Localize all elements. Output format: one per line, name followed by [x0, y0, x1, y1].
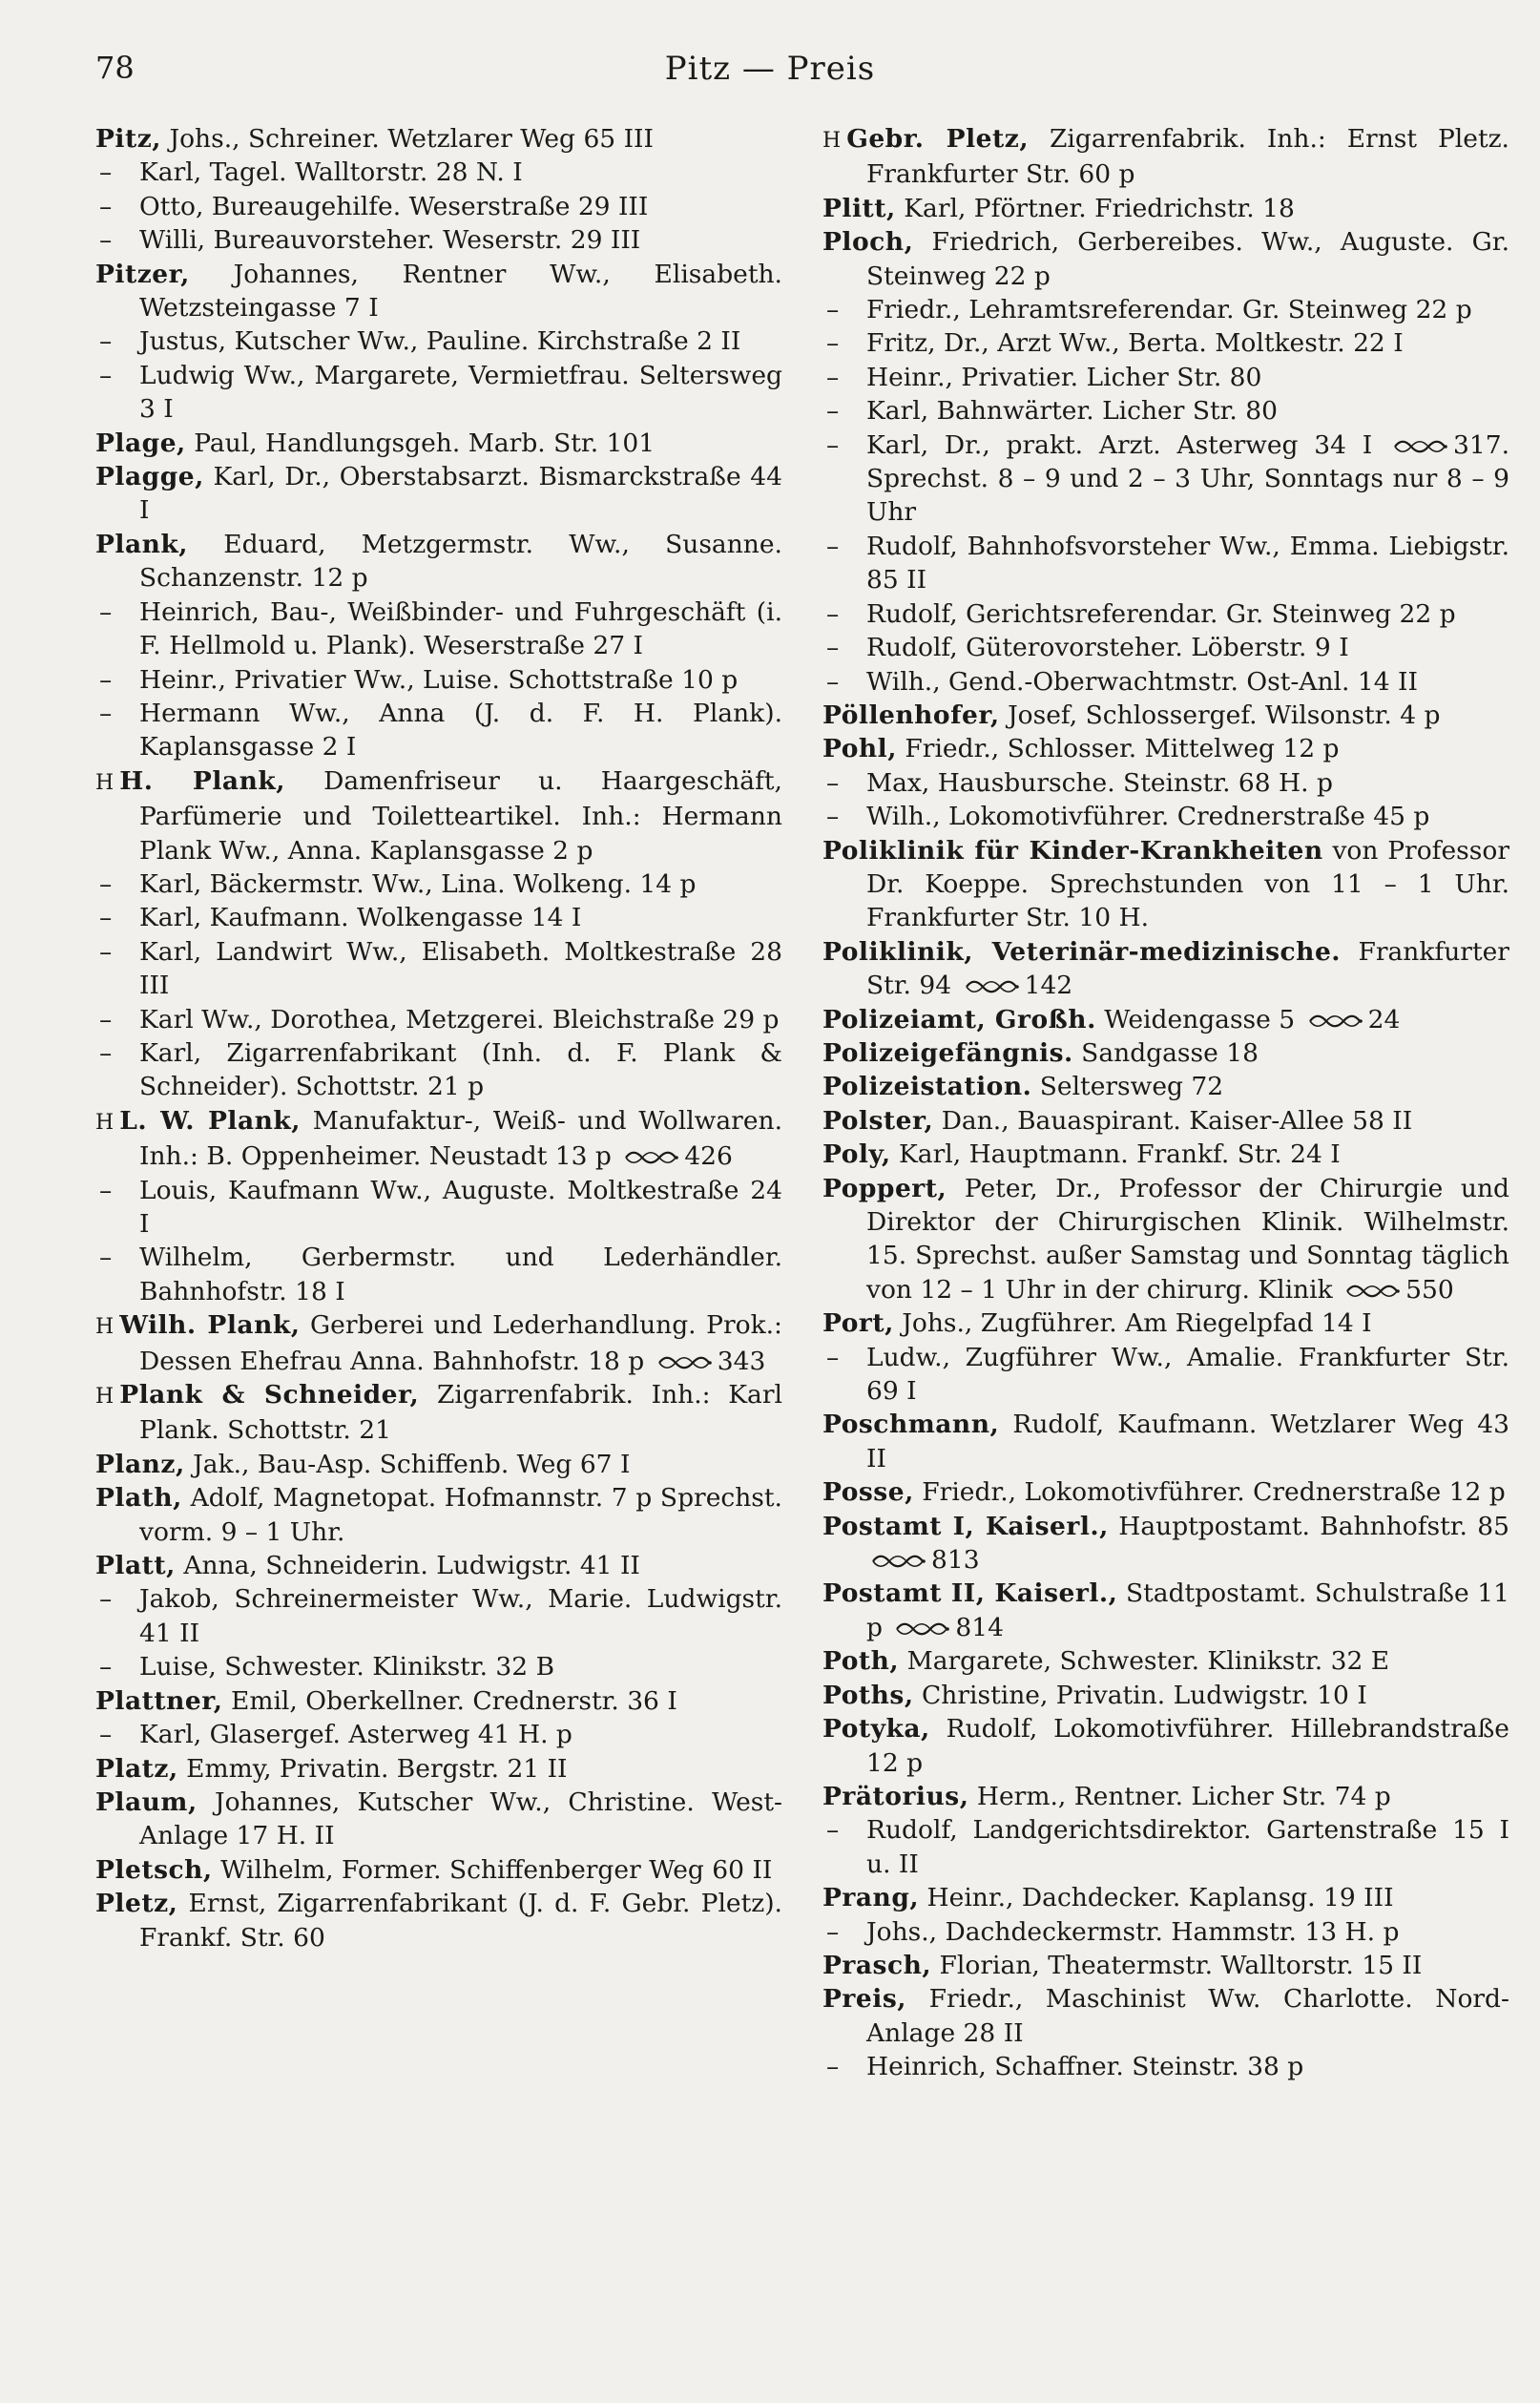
phone-number: 813 [931, 1545, 980, 1576]
entry-name: Poth, [822, 1646, 900, 1677]
repeat-dash: – [826, 666, 840, 697]
entry-name: Polizeiamt, Großh. [822, 1004, 1096, 1034]
entry-text: Karl, Dr., prakt. Arzt. Asterweg 34 I [866, 429, 1373, 460]
phone-number: 343 [717, 1346, 766, 1376]
repeat-dash: – [826, 2052, 840, 2082]
directory-entry [822, 699, 1509, 732]
entry-text: Johs., Schreiner. Wetzlarer Weg 65 III [169, 124, 654, 154]
entry-text: Rudolf, Kaufmann. Wetzlarer Weg 43 II [866, 1410, 1509, 1473]
entry-text: Rudolf, Güterovorsteher. Löberstr. 9 I [866, 633, 1349, 663]
repeat-dash: – [826, 531, 840, 561]
entry-text: Heinrich, Schaffner. Steinstr. 38 p [866, 2052, 1304, 2082]
repeat-dash: – [826, 633, 840, 663]
entry-name: Plagge, [95, 462, 204, 492]
directory-entry [822, 1510, 1509, 1578]
entry-text: Karl, Bäckermstr. Ww., Lina. Wolkeng. 14 p [139, 868, 697, 899]
entry-text: Frankfurter Str. 94 [866, 936, 1509, 1001]
telephone-icon [894, 1621, 949, 1637]
entry-name: Preis, [822, 1984, 906, 2015]
telephone-icon [1307, 1013, 1363, 1029]
directory-entry [95, 528, 782, 596]
entry-name: Gebr. Pletz, [846, 124, 1030, 154]
entry-text: Wilh., Lokomotivführer. Crednerstraße 45 p [866, 802, 1430, 832]
directory-entry [822, 935, 1509, 1003]
directory-entry [822, 394, 1509, 428]
entry-text: Hauptpostamt. Bahnhofstr. 85 [1118, 1511, 1509, 1541]
entry-name: Poschmann, [822, 1410, 1000, 1440]
entry-text: Karl, Glasergef. Asterweg 41 H. p [139, 1720, 572, 1750]
directory-entry [822, 428, 1509, 530]
directory-entry [822, 192, 1509, 225]
directory-entry [95, 1650, 782, 1683]
entry-name: Ploch, [822, 227, 914, 258]
repeat-dash: – [99, 1243, 113, 1273]
entry-name: Prasch, [822, 1950, 932, 1980]
entry-name: Poliklinik für Kinder-Krankheiten [822, 835, 1323, 866]
entry-text: Otto, Bureaugehilfe. Weserstraße 29 III [139, 191, 649, 221]
entry-text: Karl, Zigarrenfabrikant (Inh. d. F. Plank & Schneider). Schottstr. 21 p [139, 1037, 782, 1102]
directory-entry [822, 1982, 1509, 2050]
entry-text: Wilhelm, Gerbermstr. und Lederhändler. Bahnhofstr. 18 I [139, 1243, 782, 1306]
repeat-dash: – [99, 225, 113, 256]
directory-entry [822, 1644, 1509, 1678]
directory-entry [822, 1341, 1509, 1409]
directory-entry [95, 156, 782, 189]
entry-name: Plank, [95, 529, 189, 559]
directory-entry [822, 834, 1509, 935]
entry-name: Poppert, [822, 1173, 947, 1203]
repeat-dash: – [826, 767, 840, 798]
repeat-dash: – [826, 598, 840, 629]
entry-name: Pletsch, [95, 1854, 213, 1885]
entry-text: Ludw., Zugführer Ww., Amalie. Frankfurter Str. 69 I [866, 1342, 1509, 1407]
entry-name: Pöllenhofer, [822, 700, 1000, 730]
directory-entry [822, 2050, 1509, 2083]
directory-entry [95, 1104, 782, 1174]
telephone-icon [656, 1355, 712, 1370]
directory-entry [95, 935, 782, 1003]
entry-name: Port, [822, 1308, 894, 1339]
entry-text: Karl, Hauptmann. Frankf. Str. 24 I [898, 1139, 1341, 1170]
entry-text: Fritz, Dr., Arzt Ww., Berta. Moltkestr. 22 I [866, 328, 1404, 359]
phone-number: 814 [955, 1612, 1004, 1642]
entry-name: Plaum, [95, 1787, 198, 1817]
entry-name: H. Plank, [119, 765, 285, 796]
directory-entry [95, 1481, 782, 1549]
directory-entry [95, 596, 782, 663]
telephone-icon [870, 1554, 926, 1569]
entry-text: Sandgasse 18 [1081, 1037, 1259, 1068]
running-head: Pitz — Preis [664, 50, 876, 88]
entry-text: Hermann Ww., Anna (J. d. F. H. Plank). Kaplansgasse 2 I [139, 698, 782, 763]
commercial-register-marker: H [95, 1385, 114, 1410]
entry-name: L. W. Plank, [119, 1105, 301, 1136]
directory-entry [822, 1306, 1509, 1340]
directory-entry [95, 359, 782, 427]
directory-entry [95, 1549, 782, 1582]
directory-entry [822, 597, 1509, 631]
repeat-dash: – [99, 326, 113, 357]
entry-name: Wilh. Plank, [119, 1310, 301, 1341]
telephone-icon [623, 1150, 678, 1165]
entry-name: Posse, [822, 1477, 914, 1508]
commercial-register-marker: H [95, 1315, 114, 1340]
entry-text: Emmy, Privatin. Bergstr. 21 II [186, 1753, 568, 1784]
entry-text: Zigarrenfabrik. Inh.: Ernst Pletz. Frankfurter Str. 60 p [866, 124, 1509, 190]
entry-text: Peter, Dr., Professor der Chirurgie und Direktor der Chirurgischen Klinik. Wilhelmstr. 15. Sprechst. außer Samstag und Sonntag täglich von 12 – 1 Uhr in der chirurg. Klinik [866, 1173, 1509, 1305]
entry-name: Platz, [95, 1753, 178, 1784]
directory-entry [822, 1577, 1509, 1644]
directory-entry [95, 1786, 782, 1853]
telephone-icon [1392, 439, 1447, 454]
repeat-dash: – [826, 1815, 840, 1846]
entry-text: Heinr., Privatier. Licher Str. 80 [866, 362, 1262, 392]
entry-name: Potyka, [822, 1714, 930, 1745]
entry-name: Plattner, [95, 1685, 223, 1716]
directory-entry [95, 1378, 782, 1448]
entry-name: Postamt II, Kaiserl., [822, 1578, 1118, 1609]
entry-text: Karl, Kaufmann. Wolkengasse 14 I [139, 903, 582, 933]
entry-text: Karl, Dr., Oberstabsarzt. Bismarckstraße 44 I [139, 462, 782, 526]
directory-entry [822, 1104, 1509, 1138]
entry-text: Karl, Pförtner. Friedrichstr. 18 [904, 193, 1295, 223]
directory-entry [95, 122, 782, 156]
entry-text: Emil, Oberkellner. Crednerstr. 36 I [230, 1685, 677, 1716]
directory-entry [95, 1036, 782, 1104]
directory-entry [822, 800, 1509, 833]
commercial-register-marker: H [822, 129, 842, 153]
repeat-dash: – [826, 802, 840, 832]
directory-entry [95, 1308, 782, 1378]
entry-text: Friedr., Maschinist Ww. Charlotte. Nord-Anlage 28 II [866, 1984, 1509, 2048]
entry-name: Plitt, [822, 193, 896, 223]
repeat-dash: – [99, 1037, 113, 1068]
entry-name: Pletz, [95, 1889, 178, 1919]
entry-text: Johs., Dachdeckermstr. Hammstr. 13 H. p [866, 1916, 1400, 1947]
entry-name: Postamt I, Kaiserl., [822, 1511, 1109, 1541]
entry-text: Justus, Kutscher Ww., Pauline. Kirchstraße 2 II [139, 326, 741, 357]
entry-name: Polizeistation. [822, 1072, 1032, 1102]
repeat-dash: – [99, 664, 113, 695]
directory-entry [822, 1813, 1509, 1881]
directory-entry [822, 1070, 1509, 1103]
entry-text: Eduard, Metzgermstr. Ww., Susanne. Schanzenstr. 12 p [139, 529, 782, 594]
phone-number: 142 [1024, 971, 1073, 1001]
entry-text: Karl, Landwirt Ww., Elisabeth. Moltkestraße 28 III [139, 936, 782, 1001]
entry-text: Max, Hausbursche. Steinstr. 68 H. p [866, 767, 1333, 798]
directory-entry [95, 460, 782, 528]
directory-entry [822, 1915, 1509, 1949]
entry-text: Heinrich, Bau-, Weißbinder- und Fuhrgeschäft (i. F. Hellmold u. Plank). Weserstraße 27 I [139, 596, 782, 661]
repeat-dash: – [99, 1175, 113, 1205]
entry-text: Karl, Bahnwärter. Licher Str. 80 [866, 396, 1278, 427]
entry-text: Weidengasse 5 [1104, 1004, 1296, 1034]
entry-text: Manufaktur-, Weiß- und Wollwaren. Inh.: B. Oppenheimer. Neustadt 13 p [139, 1105, 782, 1172]
entry-text: von Professor Dr. Koeppe. Sprechstunden von 11 – 1 Uhr. Frankfurter Str. 10 H. [866, 835, 1509, 933]
entry-text: Johs., Zugführer. Am Riegelpfad 14 I [902, 1308, 1372, 1339]
repeat-dash: – [99, 191, 113, 221]
directory-entry [95, 324, 782, 358]
repeat-dash: – [99, 1004, 113, 1034]
telephone-icon [1344, 1284, 1400, 1299]
entry-text: Friedrich, Gerbereibes. Ww., Auguste. Gr. Steinweg 22 p [866, 227, 1509, 291]
directory-entry [822, 326, 1509, 360]
repeat-dash: – [826, 429, 840, 460]
entry-text: Wilh., Gend.-Oberwachtmstr. Ost-Anl. 14 II [866, 666, 1418, 697]
entry-name: Planz, [95, 1449, 185, 1479]
phone-number: 426 [684, 1141, 733, 1172]
directory-entry [822, 293, 1509, 326]
entry-name: Poliklinik, Veterinär-medizinische. [822, 936, 1342, 967]
directory-entry [95, 1582, 782, 1650]
entry-name: Polster, [822, 1105, 934, 1136]
directory-entry [95, 427, 782, 460]
entry-name: Polizeigefängnis. [822, 1037, 1073, 1068]
directory-entry [822, 1408, 1509, 1475]
entry-text: Rudolf, Bahnhofsvorsteher Ww., Emma. Liebigstr. 85 II [866, 531, 1509, 596]
entry-text: Karl Ww., Dorothea, Metzgerei. Bleichstraße 29 p [139, 1004, 780, 1034]
phone-number: 24 [1367, 1004, 1401, 1034]
entry-text: Jakob, Schreinermeister Ww., Marie. Ludwigstr. 41 II [139, 1584, 782, 1648]
entry-text: Adolf, Magnetopat. Hofmannstr. 7 p Sprechst. vorm. 9 – 1 Uhr. [139, 1483, 782, 1547]
entry-text: Anna, Schneiderin. Ludwigstr. 41 II [183, 1551, 640, 1581]
page-number: 78 [95, 50, 135, 86]
directory-entry [822, 361, 1509, 394]
repeat-dash: – [826, 295, 840, 325]
directory-entry [822, 122, 1509, 192]
entry-text: Damenfriseur u. Haargeschäft, Parfümerie und Toiletteartikel. Inh.: Hermann Plank Ww., Anna. Kaplansgasse 2 p [139, 765, 782, 866]
entry-name: Poly, [822, 1139, 891, 1170]
commercial-register-marker: H [95, 1110, 114, 1135]
entry-text: Heinr., Privatier Ww., Luise. Schottstraße 10 p [139, 664, 739, 695]
entry-text: Louis, Kaufmann Ww., Auguste. Moltkestraße 24 I [139, 1175, 782, 1239]
directory-entry [95, 1174, 782, 1242]
entry-text: Florian, Theatermstr. Walltorstr. 15 II [939, 1950, 1423, 1980]
directory-entry [822, 1949, 1509, 1982]
entry-text: Rudolf, Landgerichtsdirektor. Gartenstraße 15 I u. II [866, 1815, 1509, 1879]
entry-text: Christine, Privatin. Ludwigstr. 10 I [921, 1680, 1367, 1710]
repeat-dash: – [99, 1584, 113, 1615]
entry-name: Pitzer, [95, 259, 190, 289]
directory-entry [822, 665, 1509, 699]
entry-text: Ernst, Zigarrenfabrikant (J. d. F. Gebr. Pletz). Frankf. Str. 60 [139, 1889, 782, 1953]
entry-name: Prätorius, [822, 1781, 969, 1811]
entry-name: Plath, [95, 1483, 182, 1514]
entry-text: Friedr., Schlosser. Mittelweg 12 p [905, 734, 1340, 764]
directory-entry [95, 1003, 782, 1036]
entry-text: Rudolf, Lokomotivführer. Hillebrandstraße 12 p [866, 1714, 1509, 1778]
left-column [95, 122, 782, 1954]
entry-text: Josef, Schlossergef. Wilsonstr. 4 p [1008, 700, 1441, 730]
directory-entry [95, 1448, 782, 1481]
directory-entry [95, 1684, 782, 1718]
repeat-dash: – [826, 1916, 840, 1947]
phone-number: 317. [1452, 429, 1509, 460]
repeat-dash: – [826, 328, 840, 359]
directory-entry [822, 766, 1509, 800]
directory-entry [95, 697, 782, 764]
entry-text: Luise, Schwester. Klinikstr. 32 B [139, 1652, 555, 1682]
directory-entry [95, 258, 782, 325]
repeat-dash: – [99, 157, 113, 188]
directory-entry [95, 663, 782, 697]
directory-entry [95, 764, 782, 867]
directory-entry [822, 1475, 1509, 1509]
entry-name: Plage, [95, 428, 186, 458]
directory-entry [822, 631, 1509, 664]
commercial-register-marker: H [95, 770, 114, 795]
directory-entry [822, 225, 1509, 293]
directory-entry [822, 1679, 1509, 1712]
entry-name: Pitz, [95, 124, 162, 154]
entry-text: Heinr., Dachdecker. Kaplansg. 19 III [926, 1883, 1394, 1913]
entry-text: Johannes, Kutscher Ww., Christine. West-Anlage 17 H. II [139, 1787, 782, 1851]
entry-text: Herm., Rentner. Licher Str. 74 p [976, 1781, 1391, 1811]
entry-name: Pohl, [822, 734, 897, 764]
entry-text: Paul, Handlungsgeh. Marb. Str. 101 [194, 428, 656, 458]
repeat-dash: – [99, 1720, 113, 1750]
entry-text: Friedr., Lokomotivführer. Crednerstraße 12 p [922, 1477, 1506, 1508]
entry-text: Gerberei und Lederhandlung. Prok.: Dessen Ehefrau Anna. Bahnhofstr. 18 p [139, 1310, 782, 1376]
directory-entry [95, 1887, 782, 1954]
directory-entry [822, 1036, 1509, 1070]
repeat-dash: – [99, 360, 113, 390]
entry-text: Karl, Tagel. Walltorstr. 28 N. I [139, 157, 523, 188]
entry-text: Jak., Bau-Asp. Schiffenb. Weg 67 I [193, 1449, 631, 1479]
directory-entry [95, 1241, 782, 1308]
directory-entry [822, 732, 1509, 765]
entry-name: Platt, [95, 1551, 176, 1581]
repeat-dash: – [826, 362, 840, 392]
repeat-dash: – [99, 936, 113, 967]
entry-name: Plank & Schneider, [119, 1380, 420, 1410]
directory-entry [822, 1881, 1509, 1914]
directory-entry [822, 1712, 1509, 1780]
directory-entry [822, 1172, 1509, 1307]
directory-entry [95, 190, 782, 223]
repeat-dash: – [826, 1342, 840, 1372]
entry-text: Johannes, Rentner Ww., Elisabeth. Wetzsteingasse 7 I [139, 259, 782, 324]
entry-text: Willi, Bureauvorsteher. Weserstr. 29 III [139, 225, 641, 256]
directory-entry [95, 1718, 782, 1751]
right-column [822, 122, 1509, 2084]
directory-entry [822, 530, 1509, 597]
repeat-dash: – [99, 868, 113, 899]
entry-name: Prang, [822, 1883, 920, 1913]
entry-text: Friedr., Lehramtsreferendar. Gr. Steinweg 22 p [866, 295, 1472, 325]
entry-text: Seltersweg 72 [1039, 1072, 1224, 1102]
directory-entry [822, 1003, 1509, 1036]
entry-text-continued: Sprechst. 8 – 9 und 2 – 3 Uhr, Sonntags nur 8 – 9 Uhr [866, 464, 1509, 528]
entry-text: Rudolf, Gerichtsreferendar. Gr. Steinweg 22 p [866, 598, 1456, 629]
repeat-dash: – [99, 596, 113, 627]
repeat-dash: – [99, 903, 113, 933]
phone-number: 550 [1405, 1274, 1454, 1305]
directory-entry [95, 1853, 782, 1887]
entry-text: Stadtpostamt. Schulstraße 11 p [866, 1578, 1509, 1642]
entry-text: Ludwig Ww., Margarete, Vermietfrau. Seltersweg 3 I [139, 360, 782, 425]
entry-text: Dan., Bauaspirant. Kaiser-Allee 58 II [941, 1105, 1413, 1136]
telephone-icon [964, 979, 1019, 994]
entry-text: Wilhelm, Former. Schiffenberger Weg 60 II [220, 1854, 773, 1885]
directory-entry [95, 867, 782, 901]
entry-text: Margarete, Schwester. Klinikstr. 32 E [906, 1646, 1390, 1677]
directory-entry [822, 1138, 1509, 1171]
directory-entry [95, 901, 782, 934]
repeat-dash: – [99, 1652, 113, 1682]
directory-entry [822, 1780, 1509, 1813]
entry-text: Zigarrenfabrik. Inh.: Karl Plank. Schottstr. 21 [139, 1380, 782, 1446]
directory-entry [95, 1752, 782, 1786]
repeat-dash: – [99, 698, 113, 728]
directory-entry [95, 223, 782, 257]
repeat-dash: – [826, 396, 840, 427]
entry-name: Poths, [822, 1680, 914, 1710]
